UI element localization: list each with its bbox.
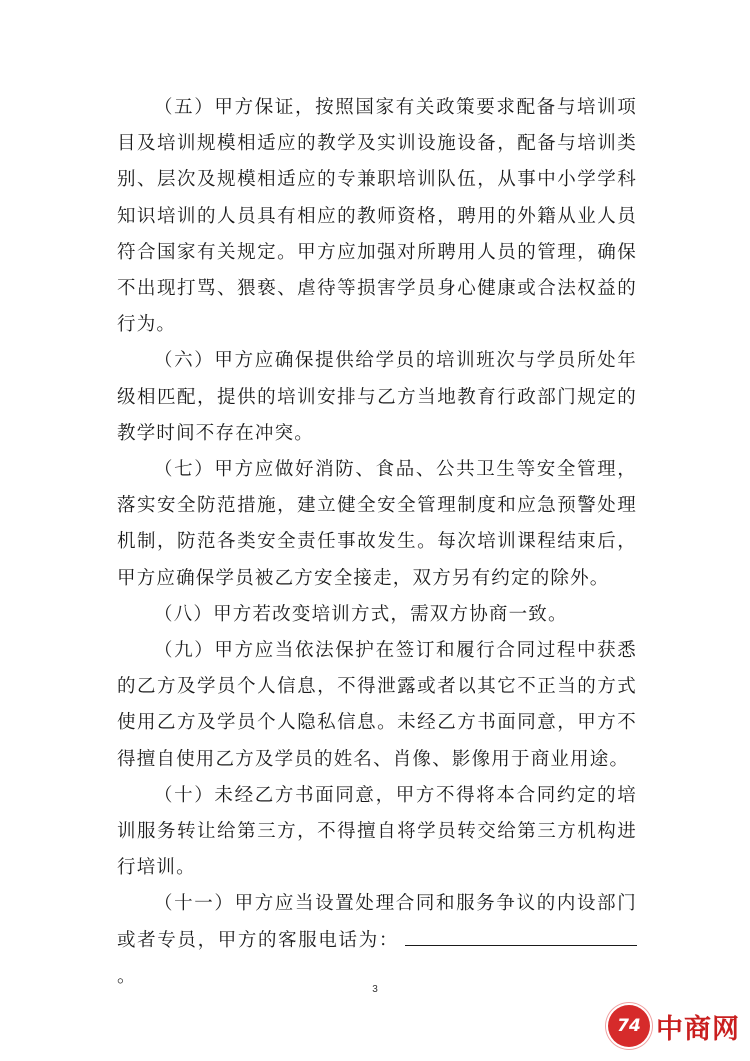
watermark-site-name: 中商网 [656, 1013, 740, 1045]
clause-10: （十）未经乙方书面同意，甲方不得将本合同约定的培训服务转让给第三方，不得擅自将学员转交给第三方机构进行培训。 [117, 784, 637, 879]
document-body [117, 90, 637, 995]
clause-7: （七）甲方应做好消防、食品、公共卫生等安全管理，落实安全防范措施，建立健全安全管理制度和应急预警处理机制，防范各类安全责任事故发生。每次培训课程结束后，甲方应确保学员被乙方安全接走，双方另有约定的除外。 [117, 459, 637, 589]
clause-11 [117, 886, 637, 995]
clause-8: （八）甲方若改变培训方式，需双方协商一致。 [154, 603, 568, 625]
watermark-logo-icon [608, 1005, 650, 1047]
clause-11-end: 。 [117, 965, 137, 987]
watermark-logo-text: 74 [617, 1016, 641, 1036]
clause-5: （五）甲方保证，按照国家有关政策要求配备与培训项目及培训规模相适应的教学及实训设施设备，配备与培训类别、层次及规模相适应的专兼职培训队伍，从事中小学学科知识培训的人员具有相应的教师资格，聘用的外籍从业人员符合国家有关规定。甲方应加强对所聘用人员的管理，确保不出现打骂、猥亵、虐待等损害学员身心健康或合法权益的行为。 [117, 97, 637, 336]
clause-6: （六）甲方应确保提供给学员的培训班次与学员所处年级相匹配，提供的培训安排与乙方当地教育行政部门规定的教学时间不存在冲突。 [117, 350, 637, 444]
site-watermark [608, 1005, 740, 1047]
page-number: 3 [372, 984, 378, 995]
clause-9: （九）甲方应当依法保护在签订和履行合同过程中获悉的乙方及学员个人信息，不得泄露或者以其它不正当的方式使用乙方及学员个人隐私信息。未经乙方书面同意，甲方不得擅自使用乙方及学员的姓名、肖像、影像用于商业用途。 [117, 640, 637, 770]
clause-11-text: （十一）甲方应当设置处理合同和服务争议的内设部门或者专员，甲方的客服电话为： [117, 893, 637, 951]
customer-service-phone-blank [405, 925, 637, 946]
